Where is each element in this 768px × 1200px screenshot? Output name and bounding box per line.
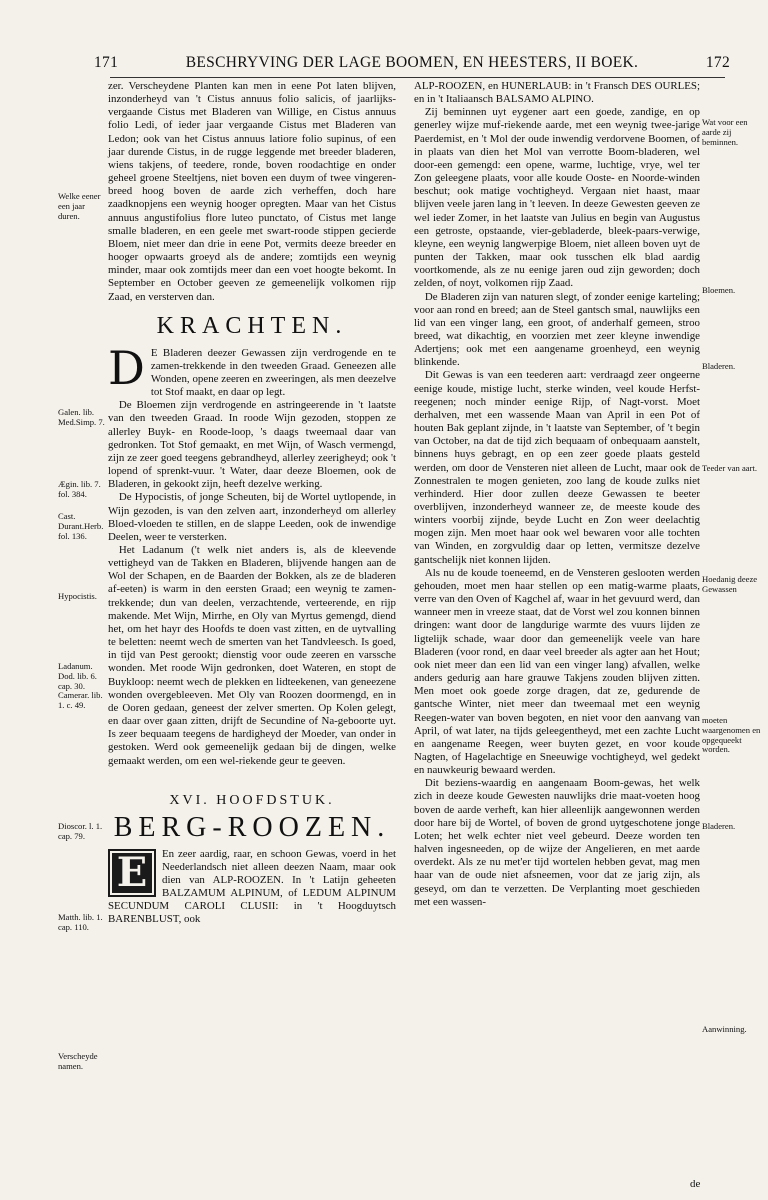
margin-note-cast: Cast. Durant.Herb. fol. 136. <box>58 511 104 541</box>
cistus-paragraph: zer. Verscheydene Planten kan men in eene Pot laten blijven, inzonderheyd van 't Cistus annuus folio salicis, of jaarlijks-vergaande Cistus met Bladeren van Willige, en Cistus annuus folio Ledi, of ieder jaar vergaande Cistus met Bladeren van Ledon; ook van het Cistus annuus latiore folio supinus, of een jaar durende Cistus, in de rugge leggende met breeder bladeren, wiens takjens, of teedere, ronde, boven roodachtige en onder geheel groene Steeltjens, niet boven een duym of twee vingeren-breed hoog boven de aarde zich verheffen, doch hare zaadknopjens een weynig hooger opregten. Maar van het Cistus annuus angustifolius flore luteo punctato, of Cistus met lange smalle bladeren, en een geele met swart-roode stippen gecierde Bloem, niet meer dan drie in eene Pot, vermits deeze breeder en hooger opwaarts groeyd als de andere; zomtijds een weynig minder, maar ook zomtijds meer dan een voet hoogte bekomt. In September en October geeven ze gemeenelijk volkomen rijp Zaad, en versterven dan. <box>108 80 396 303</box>
header-rule <box>110 77 725 78</box>
catchword: de <box>690 1178 701 1190</box>
krachten-paragraph-2: De Bloemen zijn verdrogende en astringeerende in 't laatste van den tweeden Graad. In roode Wijn gezoden, stoppen ze allerley Buyk- en Roode-loop, 's daags tweemaal daar van gedronken. Tot Stof gemaakt, en met Wijn, of Wasch vermengd, zijn ze zeer goed teegens gebrandheyd, allerley zeerigheyd; ook 't lopend of sprenkt-vuur. 't Water, daar deeze Bloemen, ook de Bladeren, in gekookt zijn, heeft dezelve werking. <box>108 399 396 491</box>
page-number-right: 172 <box>705 54 730 71</box>
margin-note-aanwinning: Aanwinning. <box>702 1024 747 1034</box>
margin-note-verscheyde: Verscheyde namen. <box>58 1051 98 1071</box>
margin-note-wat-voor: Wat voor een aarde zij beminnen. <box>702 117 748 147</box>
krachten-heading: KRACHTEN. <box>156 312 348 339</box>
right-column <box>414 80 700 909</box>
margin-note-galen: Galen. lib. Med.Simp. 7. <box>58 407 105 427</box>
krachten-paragraph-1: D E Bladeren deezer Gewassen zijn verdrogende en te zamen-trekkende in den tweeden Graad. Geneezen alle Wonden, opene zeeren en zweeringen, als men deezelve tot Stof maakt, en daar op legt. <box>108 340 396 399</box>
soil-paragraph: Zij beminnen uyt eygener aart een goede, zandige, en op generley wijze muf-riekende aarde, met een weynig twee-jarige Paerdemist, en 't Mol der oude inwendig verdorvene Boomen, of in plaats van dien het Mol van verrotte Boom-bladeren, wel door-een gemengd: een opene, warme, luchtige, vrye, wel ter Zon geleegene plaats, voor alle koude Ooste- en Noorde-winden beschut; ook matige vochtigheyd. Vergaan niet haast, maar blijven veele jaren lang in 't leeven. In deeze Gewesten geeven ze wel ieder Zomer, in het laatste van Julius en begin van Augustus een getroste, opstaande, vier-gebladerde, bleek-paars-verwige, kleyne, een weynig langwerpige Bloem, niet alleen boven uyt de punten der Takken, maar ook tusschen elk blad aardig voortkomende, als ze nu eenige jaren oud zijn geworden; doch zelden, of noyt, volkomen rijp Zaad. <box>414 106 700 290</box>
propagation-paragraph: Dit beziens-waardig en aangenaam Boom-gewas, het welk zich in deeze koude Gewesten nauwlijks drie maat-voeten hoog boven de aarde verheft, kan hier alleenlijk aangewonnen werden door hare bij de Wortel, of boven de grond uytgeschotene jonge Loten; het welk echter niet veel gebeurd. Deeze worden ten halven ingesneeden, op de wijze der Angelieren, en met aarde overdekt. Als ze nu met'er tijd wortelen hebben gevat, mag men haar van de oude niet afsneemen, voor dat ze jarig zijn, als geseyd, om dan te verzetten. De Verplanting moet geschieden met een wassen- <box>414 777 700 908</box>
margin-note-bladeren-2: Bladeren. <box>702 821 736 831</box>
margin-note-ladanum: Ladanum. Dod. lib. 6. cap. 30. Camerar. lib. 1. c. 49. <box>58 661 103 711</box>
margin-note-bloemen: Bloemen. <box>702 285 736 295</box>
bergroozen-paragraph: E En zeer aardig, raar, en schoon Gewas, voerd in het Neederlandsch niet alleen deezen Naam, maar ook dien van ALP-ROOZEN. In 't Latijn geheeten BALZAMUM ALPINUM, of LEDUM ALPINUM SECUNDUM CAROLI CLUSII: in 't Hoogduytsch BARENBLUST, ook <box>108 847 396 926</box>
running-title: BESCHRYVING DER LAGE BOOMEN, EN HEESTERS, II BOEK. <box>185 54 639 71</box>
margin-note-hypocistis: Hypocistis. <box>58 591 97 601</box>
drop-cap-d: D <box>108 340 145 395</box>
names-paragraph: ALP-ROOZEN, en HUNERLAUB: in 't Fransch DES OURLES; en in 't Italiaansch BALSAMO ALPINO. <box>414 80 700 106</box>
left-column <box>108 80 396 927</box>
margin-note-aegin: Ægin. lib. 7. fol. 384. <box>58 479 101 499</box>
margin-note-bladeren-1: Bladeren. <box>702 361 736 371</box>
krachten-paragraph-4: Het Ladanum ('t welk niet anders is, als de kleevende vettigheyd van de Takken en Bladeren, blijvende hangen aan de Wol der Schapen, en de Baarden der Bokken, als ze de bladeren af-eeten) is warm in den eersten Graad; een weynig te zamen-trekkende; dun van deelen, verzachtende, verteerende, en rijp makende. Met Wijn, Mirrhe, en Oly van Myrtus gemengd, diend het, om het hayr des Hoofds te doen vast zitten, en de uytvalling te beletten: neemt wech de smerten van het Tandvleesch. Is goed, in tijd van Pest gerookt; dienstig voor oude zeeren en varssche wonden. Met roode Wijn gedronken, doet Wateren, en stopt de Buykloop: neemt wech de plekken en lidteekenen, van geneezene wonden overgebleeven. Met Oly van Roozen doormengd, en in de Ooren gedaan, geneest der zelver smerten. Op Kolen gelegt, en daar over gaan zitten, drijft de Secundine of Na-geboorte uyt. Is zeer bequaam teegens de hardigheyd der Moeder, van onder in gestoken. Werd ook gemeenelijk gedaan bij de dingen, welke gemaakt werden, om een wel-riekende geur te geeven. <box>108 544 396 767</box>
krachten-paragraph-3: De Hypocistis, of jonge Scheuten, bij de Wortel uytlopende, in Wijn gezoden, is van den zelven aart, inzonderheyd om allerley Bloed-vloeden te stillen, en de slappe Leeden, ook de inwendige Deelen, weer te versterken. <box>108 491 396 543</box>
leaves-paragraph: De Bladeren zijn van naturen slegt, of zonder eenige karteling; voor aan rond en breed; aan de Steel gantsch smal, nauwlijks een lid van een vinger lang, een groot, of anderhalf gemeen, stroo breed, wat dikachtig, en voorzien met zeer kleyne inwendige Adertjens; ook met een aangename groenheyd, een weynig blinkende. <box>414 290 700 369</box>
margin-note-moeten: moeten waargenomen en opgequeekt worden. <box>702 715 761 755</box>
margin-note-dioscor: Dioscor. l. 1. cap. 79. <box>58 821 103 841</box>
running-header <box>94 52 730 74</box>
margin-note-welke: Welke eener een jaar duren. <box>58 191 101 221</box>
margin-note-teeder: Teeder van aart. <box>702 463 757 473</box>
winter-care-paragraph: Als nu de koude toeneemd, en de Vensteren geslooten werden gehouden, moet men haar stellen op een matig-warme plaats, verre van den Oven of Kagchel af, waar in het gevuurd werd, dan wanneer men in vreeze staat, dat de Vorst wel zou konnen binnen dringen: want door de langdurige warmte des vuurs lijden ze ligtelijk schade, waar door dan gemeenelijk veele van hare Bladeren (voor rond, en daar veel breeder als agter aan het Hout; ook niet meer dan een lid van een vinger lang) afvallen, welke anders gedurig aan hare grauwe Takjens zouden blijven zitten. Men moet ook goede zorge dragen, dat ze, gedurende de gantsche Winter, niet meer dan tweemaal met een weynig Reegen-water van boven begoten, en niet voor den aanvang van April, of wat later, na tijds geleegentheyd, met een zachte Lucht en aangename Reegen, weer buyten gezet, en voor koude Nagten, of Hagelachtige en Sneeuwige vochtigheyd, wel gedekt en nauwkeurig bewaard werden. <box>414 566 700 777</box>
margin-note-matth: Matth. lib. 1. cap. 110. <box>58 912 103 932</box>
margin-note-hoedanig: Hoedanig deeze Gewassen <box>702 574 758 594</box>
page-number-left: 171 <box>94 54 119 71</box>
tender-paragraph: Dit Gewas is van een teederen aart: verdraagd zeer ongeerne eenige koude, mistige lucht, sterke winden, veel koude Herfst-reegenen; noch minder eenige Rijp, of Nagt-vorst. Moet derhalven, met een wassende Maan van April in een Pot of houten Bak geplant zijnde, in 't laatste van September, of 't begin van October, na dat de tijd zich bequaam of onbequaam aanstelt, binnens huys gebragt, en op een zeer goede plaats gesteld werden, om door de Vensteren niet alleen de Lucht, maar ook de Zonnestralen te mogen genieten, zoo lang de koude zulks niet verhinderd. Hier door zullen deeze Gewassen te beeter overblijven, inzonderheyd wanneer ze, de meeste koude des winters voorbij zijnde, beyde Lucht en Zon weer deelachtig mogen zijn. Men moet haar ook wel bewaren voor alle tochten van Winden, en zorgvuldig daar op letten, vermitsze dezelve gantschelijk niet konnen lijden. <box>414 369 700 566</box>
chapter-heading: XVI. HOOFDSTUK. <box>169 792 335 808</box>
ornamental-initial-e: E <box>108 849 156 897</box>
chapter-title: BERG-ROOZEN. <box>113 811 391 843</box>
